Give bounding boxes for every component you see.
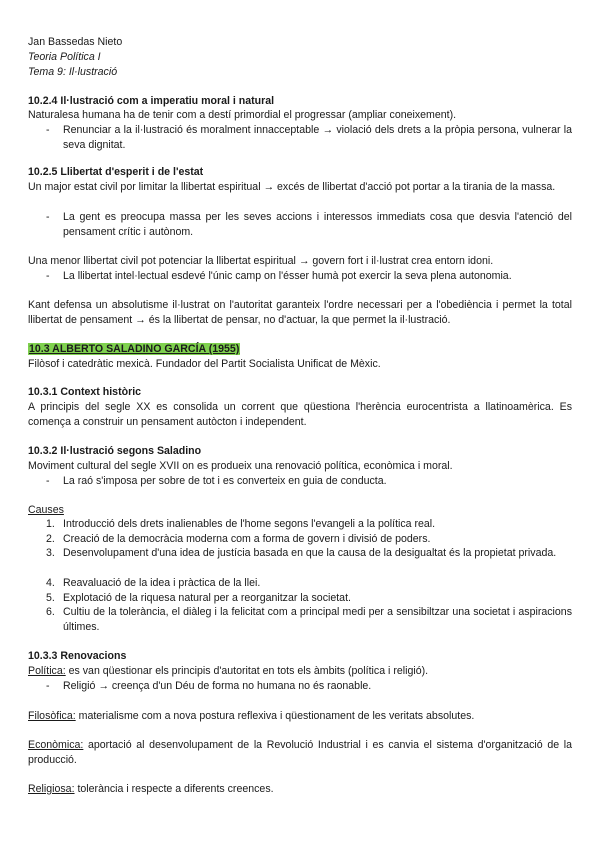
religiosa-paragraph <box>28 783 274 796</box>
bullet-item <box>44 474 572 489</box>
bullet-item <box>44 210 572 239</box>
numbered-item <box>44 605 572 634</box>
section-10-2-5-paragraph-3: Kant defensa un absolutisme il·lustrat on l'autoritat garanteix l'ordre necessari per a l'obediència i permet la total llibertat de pensament → és la llibertat de pensar, no d'actuar, la que permet la il·lustració. <box>28 299 572 326</box>
item-number: 1. <box>46 518 55 530</box>
bullet-text: La raó s'imposa per sobre de tot i es converteix en guia de conducta. <box>63 475 387 487</box>
section-10-3-paragraph: Filòsof i catedràtic mexicà. Fundador del Partit Socialista Unificat de Mèxic. <box>28 358 381 370</box>
bullet-item <box>44 123 572 152</box>
item-text: Reavaluació de la idea i pràctica de la llei. <box>63 577 261 589</box>
highlighted-heading: 10.3 ALBERTO SALADINO GARCÍA (1955) <box>29 343 240 355</box>
section-heading-10-3-1: 10.3.1 Context històric <box>28 386 142 398</box>
section-heading-10-3-3: 10.3.3 Renovacions <box>28 650 127 662</box>
author-name: Jan Bassedas Nieto <box>28 36 123 48</box>
item-number: 5. <box>46 592 55 604</box>
topic-name: Tema 9: Il·lustració <box>28 66 118 78</box>
course-name: Teoria Política I <box>28 51 101 63</box>
politica-text: es van qüestionar els principis d'autoritat en tots els àmbits (política i religió). <box>65 665 429 677</box>
item-text: Cultiu de la tolerància, el diàleg i la felicitat com a principal medi per a sensibiltzar una societat i aspiracions últimes. <box>63 606 572 633</box>
section-heading-10-3 <box>28 343 240 356</box>
bullet-text: Renunciar a la il·lustració és moralment innacceptable → violació dels drets a la pròpia persona, vulnerar la seva dignitat. <box>63 124 572 151</box>
bullet-item <box>44 269 572 284</box>
economica-text: aportació al desenvolupament de la Revolució Industrial i es canvia el sistema d'organització de la producció. <box>28 739 572 766</box>
section-10-2-4-paragraph: Naturalesa humana ha de tenir com a destí primordial el progressar (ampliar coneixement). <box>28 109 457 121</box>
religiosa-text: tolerància i respecte a diferents creences. <box>74 783 274 795</box>
bullet-marker: - <box>46 270 50 282</box>
numbered-item <box>44 517 572 532</box>
bullet-marker: - <box>46 124 50 136</box>
item-number: 4. <box>46 577 55 589</box>
item-text: Explotació de la riquesa natural per a reorganitzar la societat. <box>63 592 351 604</box>
section-heading-10-2-5: 10.2.5 Llibertat d'esperit i de l'estat <box>28 166 204 178</box>
bullet-text: Religió → creença d'un Déu de forma no humana no és raonable. <box>63 680 372 692</box>
economica-paragraph <box>28 738 572 767</box>
economica-label: Econòmica: <box>28 739 84 751</box>
section-10-3-2-paragraph: Moviment cultural del segle XVII on es produeix una renovació política, econòmica i moral. <box>28 460 453 472</box>
bullet-item <box>44 679 572 694</box>
numbered-item <box>44 591 572 606</box>
bullet-text: La gent es preocupa massa per les seves accions i interessos immediats cosa que desvia l'atenció del pensament crític i autònom. <box>63 211 572 238</box>
numbered-item <box>44 576 572 591</box>
section-10-3-1-paragraph: A principis del segle XX es consolida un corrent que qüestiona l'herència eurocentrista a llatinoamèrica. Es comença a construir un pensament autòcton i independent. <box>28 401 572 428</box>
section-heading-10-3-2: 10.3.2 Il·lustració segons Saladino <box>28 445 202 457</box>
numbered-item <box>44 532 572 547</box>
item-text: Creació de la democràcia moderna com a forma de govern i divisió de poders. <box>63 533 431 545</box>
bullet-marker: - <box>46 211 50 223</box>
item-text: Introducció dels drets inalienables de l'home segons l'evangeli a la política real. <box>63 518 436 530</box>
bullet-text: La llibertat intel·lectual esdevé l'únic camp on l'ésser humà pot exercir la seva plena autonomia. <box>63 270 512 282</box>
item-text: Desenvolupament d'una idea de justícia basada en que la causa de la desigualtat és la propietat privada. <box>63 547 557 559</box>
item-number: 2. <box>46 533 55 545</box>
numbered-item <box>44 546 572 561</box>
causes-label: Causes <box>28 504 64 516</box>
filosofica-text: materialisme com a nova postura reflexiva i qüestionament de les veritats absolutes. <box>75 710 475 722</box>
item-number: 6. <box>46 606 55 618</box>
politica-label: Política: <box>28 665 66 677</box>
filosofica-paragraph <box>28 710 474 723</box>
bullet-marker: - <box>46 475 50 487</box>
section-10-2-5-paragraph-1: Un major estat civil por limitar la llibertat espiritual → excés de llibertat d'acció pot portar a la tirania de la massa. <box>28 181 556 193</box>
bullet-marker: - <box>46 680 50 692</box>
filosofica-label: Filosòfica: <box>28 710 76 722</box>
section-heading-10-2-4: 10.2.4 Il·lustració com a imperatiu moral i natural <box>28 95 275 107</box>
religiosa-label: Religiosa: <box>28 783 75 795</box>
politica-paragraph <box>28 665 428 678</box>
item-number: 3. <box>46 547 55 559</box>
section-10-2-5-paragraph-2: Una menor llibertat civil pot potenciar la llibertat espiritual → govern fort i il·lustrat crea entorn idoni. <box>28 255 494 267</box>
